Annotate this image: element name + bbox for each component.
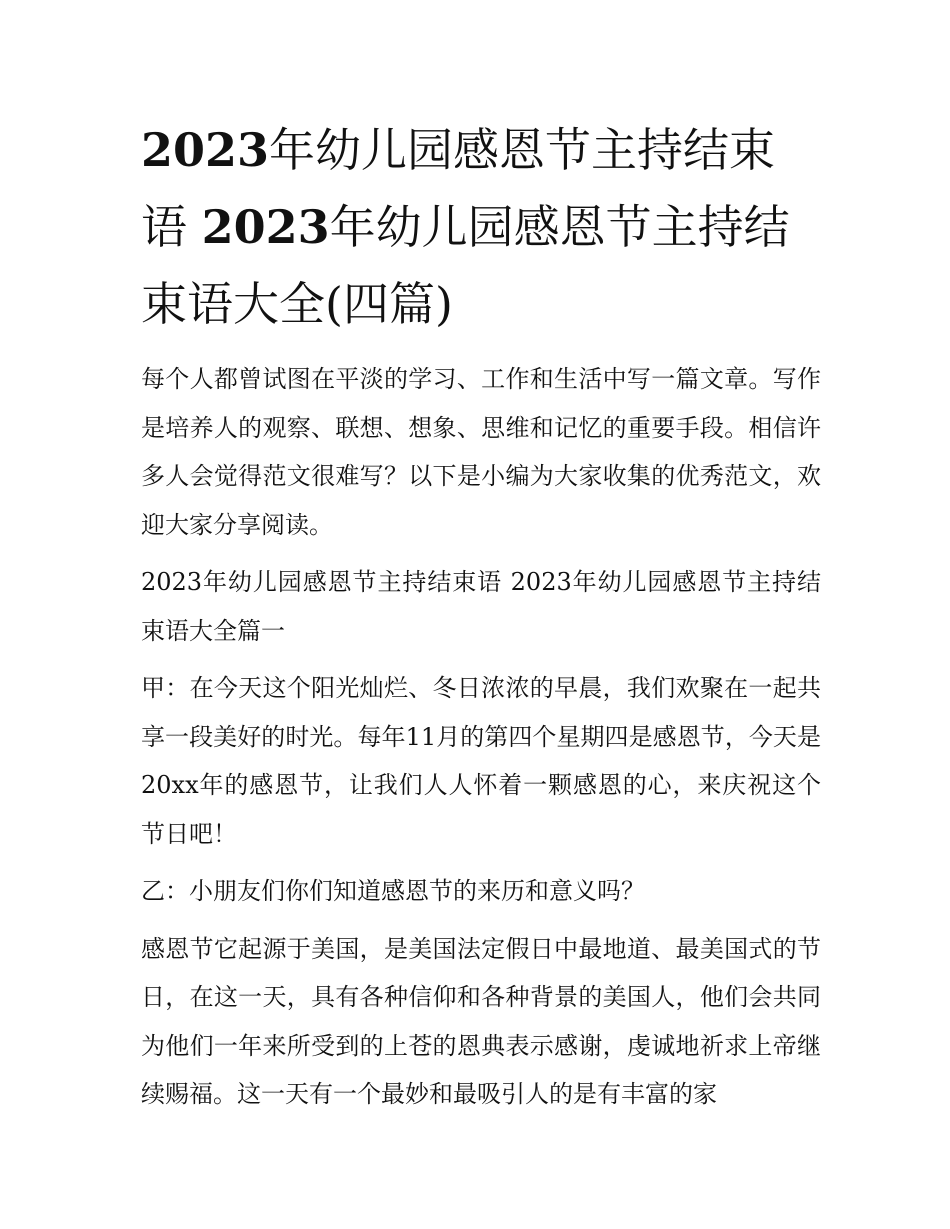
document-title: 2023年幼儿园感恩节主持结束语 2023年幼儿园感恩节主持结束语大全(四篇) [141,123,790,331]
section-heading: 2023年幼儿园感恩节主持结束语 2023年幼儿园感恩节主持结束语大全篇一 [141,568,821,645]
dialogue-yi-paragraph: 乙：小朋友们你们知道感恩节的来历和意义吗？ [141,877,645,905]
intro-paragraph: 每个人都曾试图在平淡的学习、工作和生活中写一篇文章。写作是培养人的观察、联想、想象、思维和记忆的重要手段。相信许多人会觉得范文很难写？以下是小编为大家收集的优秀范文，欢迎大家分享阅读。 [141,365,821,539]
document-content [141,112,821,1119]
dialogue-jia-paragraph: 甲：在今天这个阳光灿烂、冬日浓浓的早晨，我们欢聚在一起共享一段美好的时光。每年11月的第四个星期四是感恩节，今天是20xx年的感恩节，让我们人人怀着一颗感恩的心，来庆祝这个节日吧！ [141,674,821,848]
body-paragraph: 感恩节它起源于美国，是美国法定假日中最地道、最美国式的节日，在这一天，具有各种信仰和各种背景的美国人，他们会共同为他们一年来所受到的上苍的恩典表示感谢，虔诚地祈求上帝继续赐福。这一天有一个最妙和最吸引人的是有丰富的家 [141,934,821,1108]
